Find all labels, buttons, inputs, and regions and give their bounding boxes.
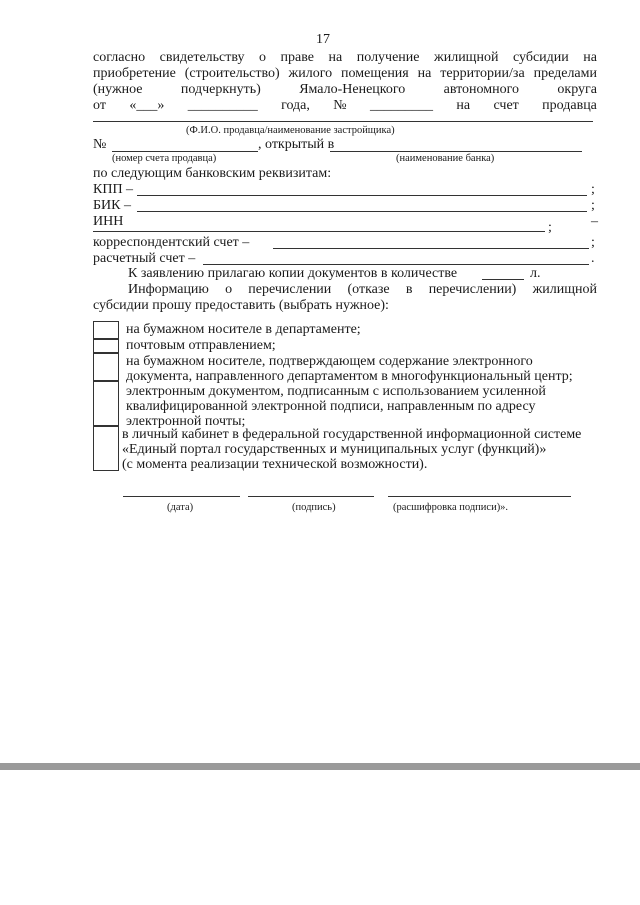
inn-field[interactable]: [93, 231, 545, 232]
account-number-field[interactable]: [112, 151, 258, 152]
attach-count-field[interactable]: [482, 279, 524, 280]
para1-line2: приобретение (строительство) жилого помещения на территории/за пределами: [93, 66, 597, 81]
option-portal-checkbox[interactable]: [93, 426, 119, 471]
date-day-field[interactable]: «___»: [129, 98, 165, 113]
account-num-label: №: [93, 137, 107, 152]
option-email-label-2: квалифицированной электронной подписи, направленным по адресу: [126, 399, 536, 414]
option-mfc-label-1: на бумажном носителе, подтверждающем содержание электронного: [126, 354, 533, 369]
signature-decode-field[interactable]: [388, 496, 571, 497]
corr-account-field[interactable]: [273, 248, 589, 249]
option-mfc-checkbox[interactable]: [93, 353, 119, 381]
info-line2: субсидии прошу предоставить (выбрать нужное):: [93, 298, 389, 313]
inn-label: ИНН: [93, 214, 124, 229]
kpp-label: КПП –: [93, 182, 134, 197]
signature-decode-caption: (расшифровка подписи)».: [393, 502, 509, 513]
para1-line1: согласно свидетельству о праве на получение жилищной субсидии на: [93, 50, 597, 65]
bik-field[interactable]: [137, 211, 587, 212]
date-month-field[interactable]: __________: [187, 98, 258, 113]
para1-line3: (нужное подчеркнуть) Ямало-Ненецкого автономного округа: [93, 82, 597, 97]
account-caption: (номер счета продавца): [112, 153, 217, 164]
seller-caption: (Ф.И.О. продавца/наименование застройщика): [186, 125, 395, 136]
blank-area: [0, 770, 640, 905]
signature-caption: (подпись): [292, 502, 336, 513]
option-portal-label-2: «Единый портал государственных и муниципальных услуг (функций)»: [122, 442, 547, 457]
attach-text: К заявлению прилагаю копии документов в количестве: [128, 266, 458, 281]
corr-account-label: корреспондентский счет –: [93, 235, 250, 250]
option-mfc-label-2: документа, направленного департаментом в многофункциональный центр;: [126, 369, 573, 384]
option-mail-checkbox[interactable]: [93, 339, 119, 353]
date-sign-field[interactable]: [123, 496, 240, 497]
option-portal-label-3: (с момента реализации технической возможности).: [122, 457, 428, 472]
opened-in-label: , открытый в: [258, 137, 335, 152]
requisites-intro: по следующим банковским реквизитам:: [93, 166, 332, 181]
info-line1: Информацию о перечислении (отказе в перечислении) жилищной: [128, 282, 597, 297]
option-paper-dept-checkbox[interactable]: [93, 321, 119, 339]
bik-label: БИК –: [93, 198, 131, 213]
settlement-account-field[interactable]: [203, 264, 589, 265]
option-paper-dept-label: на бумажном носителе в департаменте;: [126, 322, 361, 337]
option-mail-label: почтовым отправлением;: [126, 338, 276, 353]
attach-unit: л.: [530, 266, 541, 281]
option-email-checkbox[interactable]: [93, 381, 119, 426]
document-page: 17 согласно свидетельству о праве на получение жилищной субсидии на приобретение (строительство) жилого помещения на территории/за пределами (нужное подчеркнуть) Ямало-Ненецкого автономного округа от «___» __________ года, № _________ на счет продавца (Ф.И.О. продавца/наименование застройщика) № , открытый в (номер счета продавца) (наименование банка) по следующим банковским реквизитам: КПП – ; БИК – ; ИНН – ; корреспондентский счет – ; расчетный счет – . К заявлению прилагаю копии документов в количестве л. Информацию о перечислении (отказе в перечислении) жилищной субсидии прошу предоставить (выбрать нужное): на бумажном носителе в департаменте; почтовым отправлением; на бумажном носителе, подтверждающем содержание электронного документа, направленного департаментом в многофункциональный центр; электронным документом, подписанным с использованием усиленной квалифицированной электронной подписи, направленным по адресу электронной почты; в личный кабинет в федеральной государственной информационной системе «Единый портал государственных и муниципальных услуг (функций)» (с момента реализации технической возможности). (дата) (подпись) (расшифровка подписи)».: [0, 0, 640, 768]
para1-line4: от «___» __________ года, № _________ на счет продавца: [93, 98, 597, 113]
kpp-field[interactable]: [137, 195, 587, 196]
page-bottom-border: [0, 763, 640, 770]
date-caption: (дата): [167, 502, 194, 513]
seller-name-field[interactable]: [93, 121, 593, 122]
bank-caption: (наименование банка): [396, 153, 495, 164]
page-number: 17: [316, 32, 330, 47]
certificate-number-field[interactable]: _________: [370, 98, 433, 113]
settlement-account-label: расчетный счет –: [93, 251, 196, 266]
signature-field[interactable]: [248, 496, 374, 497]
bank-name-field[interactable]: [330, 151, 582, 152]
option-portal-label-1: в личный кабинет в федеральной государственной информационной системе: [122, 427, 582, 442]
option-email-label-3: электронной почты;: [126, 414, 246, 429]
option-email-label-1: электронным документом, подписанным с использованием усиленной: [126, 384, 546, 399]
